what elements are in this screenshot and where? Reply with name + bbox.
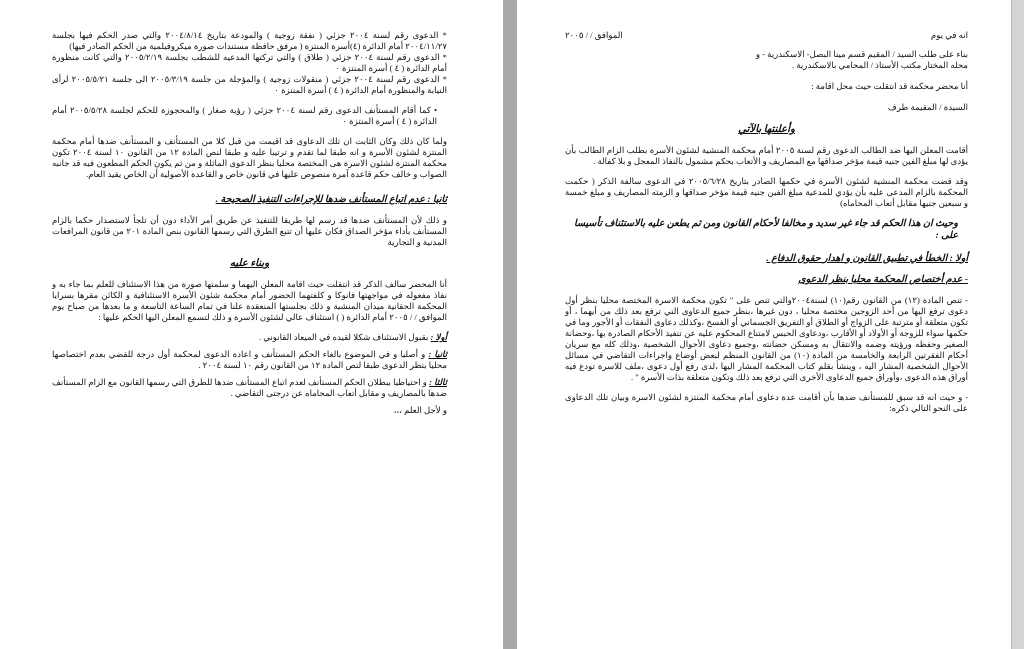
section-heading: ثانيا : عدم اتباع المستأنف ضدها للإجراءات التنفيذ الصحيحة .	[215, 194, 447, 205]
appellant-case-bullet: • كما أقام المستأنف الدعوى رقم لسنة ٢٠٠٤ جزئي ( رؤية صغار ) والمحجوزة للحكم لجلسة ٢٠٠٥/٥/٢٨ أمام الدائرة ( ٤ ) أسرة المنتزة ٠	[52, 105, 437, 126]
paragraph: ولما كان ذلك وكان الثابت ان تلك الدعاوى قد اقيمت من قبل كلا من المستأنف و المستأنف ضدها أمام محكمة المنتزة لشئون الأسرة و انه طبقا لما تقدم و ترتيبا عليه و طبقا لنص المادة ١٢ من القانون ١٠ لسنة ٢٠٠٤ تكون محكمة المنتزة لشئون الاسرة هى المختصة محليا بنظر الدعوى الماثلة و من ثم يكون الحكم المطعون فيه قد جانبه الصواب و خالف حكم قاعدة آمرة منصوص عليها في قانون خاص و القاعدة الأصولية أن الخاص يقيد العام.	[52, 136, 447, 179]
request-item	[52, 377, 447, 399]
item-label: ثالثا :	[429, 377, 447, 388]
document-page-left	[0, 0, 503, 649]
notified-party-line: السيدة / المقيمة طرف	[887, 102, 968, 112]
case-item: * الدعوى رقم لسنة ٢٠٠٤ جزئي ( نفقة زوجية ) والمودعة بتاريخ ٢٠٠٤/٨/١٤ والتي صدر الحكم فيها بجلسة ٢٠٠٤/١١/٢٧ أمام الدائرة (٤)أسرة المنتزة ( مرفق حافظة مستندات صورة ميكروفيلمية من الحكم الصادر فيها)	[52, 30, 447, 51]
request-line: بناء على طلب السيد / المقيم قسم مينا البصل- الاسكندرية - و	[755, 49, 968, 59]
paragraph: أنا المحضر سالف الذكر قد انتقلت حيث اقامة المعلن اليهما و سلمتها صورة من هذا الاستئناف للعلم بما جاء به و نفاذ مفعوله في مواجهتها فانوكا و كلفتهما الحضور أمام محكمة شئون الأسرة الاستئنافية و الكائن مقرها بسرايا المحكمة الحقانية ميدان المنشية و ذلك بجلستها المنعقدة علنا في تمام الساعة التاسعة و ما بعدها من صباح يوم الموافق / / ٢٠٠٥ أمام الدائرة ( ) استئناف عالي لشئون الأسرة و ذلك لتسمع المعلن اليها الحكم عليها :	[52, 279, 447, 323]
header-row	[565, 30, 968, 41]
vertical-scrollbar[interactable]	[1011, 0, 1024, 649]
request-item	[52, 349, 447, 371]
day-label: انه في يوم	[930, 30, 968, 40]
paragraph: - و حيث انه قد سبق للمستأنف ضدها بأن أقامت عدة دعاوى أمام محكمة المنتزة لشئون الاسرة وبيان تلك الدعاوى على النحو التالي ذكره:	[565, 392, 968, 414]
item-text: و احتياطيا ببطلان الحكم المستأنف لعدم اتباع المستأنف ضدها للطرق التي رسمها القانون مع الزام المستأنف ضدها بالمصاريف و مقابل أتعاب المحاماه عن درجتى التقاضي .	[52, 377, 447, 399]
case-item: * الدعوى رقم لسنة ٢٠٠٤ جزئي ( طلاق ) والتي تركتها المدعيه للشطب بجلسة ٢٠٠٥/٢/١٩ والتي كانت منظورة أمام الدائرة ( ٤ ) أسرة المنتزة ٠	[52, 52, 447, 73]
paragraph: - تنص المادة (١٢) من القانون رقم(١٠) لسنة٢٠٠٤والتي تنص على " تكون محكمة الاسرة المختصة محليا بنظر أول دعوى ترفع اليها من أحد الزوجين مختصة محليا ، دون غيرها ،بنظر جميع الدعاوى التي ترفع بعد ذلك من أيهما ، أو تكون متعلقة أو مترتبة على الزواج أو الطلاق أو التفريق الجسماني أو الفسخ ،وكذلك دعاوى النفقات أو الأجور وما في حكمها سواء للزوجة أو الأولاد أو الأقارب ،ودعاوى الحبس لامتناع المحكوم عليه عن تنفيذ الأحكام الصادرة بها ،وحضانة الصغير وحفظه ورؤيته وضمه والانتقال به ومسكن حضانته ،وجميع دعاوى الأحوال الشخصية ،وذلك كله مع سريان أحكام الفقرتين الرابعة والخامسة من المادة (١٠) من القانون المنظم لبعض أوضاع واجراءات التقاضي في مسائل الأحوال الشخصية المشار اليه ، وينشأ بقلم كتاب المحكمة المشار اليها ،لدى رفع أول دعوى ،ملف للاسرة تودع فيه أوراق هذه الدعوى ،وأوراق جميع الدعاوى الأخرى التي ترفع بعد ذلك وتكون متعلقة بذات الأسرة " .	[565, 295, 969, 383]
appellant-case-text: كما أقام المستأنف الدعوى رقم لسنة ٢٠٠٤ جزئي ( رؤية صغار ) والمحجوزة للحكم لجلسة ٢٠٠٥/٥/٢٨ أمام الدائرة ( ٤ ) أسرة المنتزة ٠	[52, 105, 437, 126]
item-label: ثانيا :	[428, 349, 448, 360]
document-page-right	[517, 0, 1012, 649]
item-text: و أصليا و في الموضوع بالغاء الحكم المستأنف و اعادة الدعوى لمحكمة أول درجة للقضي بعدم اختصاصها محليا بنظر الدعوى طبقا لنص المادة ١٢ من القانون رقم ١٠ لسنة ٢٠٠٤ .	[52, 349, 447, 371]
paragraph: أقامت المعلن اليها ضد الطالب الدعوى رقم لسنة ٢٠٠٥ أمام محكمة المنشية لشئون الأسرة بطلب الزام الطالب بأن يؤدى لها مبلغ الفين جنيه قيمة مؤخر صداقها مع المصاريف و الأتعاب بحكم مشمول بالنفاذ المعجل و بلا كفالة .	[565, 145, 968, 167]
grounds-bullet: وحيث ان هذا الحكم قد جاء غير سديد و مخالفا لأحكام القانون ومن ثم يطعن عليه بالاستئناف تأسيسا على :	[574, 218, 958, 242]
closing-line: و لأجل العلم ،،،	[393, 405, 447, 416]
request-line: محله المختار مكتب الأستاذ / المحامي بالاسكندرية .	[792, 60, 968, 70]
section-heading: أولا : الخطأ في تطبيق القانون و اهدار حقوق الدفاع .	[766, 252, 968, 264]
section-heading: وأعلنتها بالآتي	[738, 124, 795, 135]
sub-heading: - عدم أختصاص المحكمة محليا بنظر الدعوى	[798, 273, 968, 285]
section-heading: وبناء عليه	[229, 258, 270, 270]
item-text: بقبول الاستئناف شكلا لقيده في الميعاد القانوني .	[258, 332, 429, 343]
date-label: الموافق / / ٢٠٠٥	[565, 30, 623, 40]
paragraph: و ذلك لأن المستأنف ضدها قد رسم لها طريقا للتنفيذ عن طريق أمر الأداء دون أن تلجأ لاستصدار حكما بالزام المستأنف بأداء مؤخر الصداق فكان عليها أن تتبع الطرق التي رسمها القانون بنص المادة ٢٠١ من قانون المرافعات المدنية و التجارية	[52, 215, 447, 248]
case-item: * الدعوى رقم لسنة ٢٠٠٤ جزئي ( منقولات زوجية ) والمؤجلة من جلسة ٢٠٠٥/٣/١٩ الى جلسة ٢٠٠٥/٥/٢١ لرأى النيابة والمنظورة أمام الدائرة ( ٤ ) أسرة المنتزة ٠	[52, 74, 448, 95]
request-item	[52, 332, 447, 343]
bailiff-line: أنا محضر محكمة قد انتقلت حيث محل اقامة :	[811, 81, 968, 91]
item-label: أولا :	[430, 332, 447, 343]
paragraph: وقد قضت محكمة المنشية لشئون الأسرة في حكمها الصادر بتاريخ ٢٠٠٥/٦/٢٨ في الدعوى سالفة الذكر ( حكمت المحكمة بالزام المدعى عليه بأن يؤدي للمدعية مبلغ الفين جنيه قيمة مؤخر صداقها و الزمته المصاريف و مبلغ خمسة و سبعين جنيها مقابل أتعاب المحاماه)	[565, 176, 968, 209]
